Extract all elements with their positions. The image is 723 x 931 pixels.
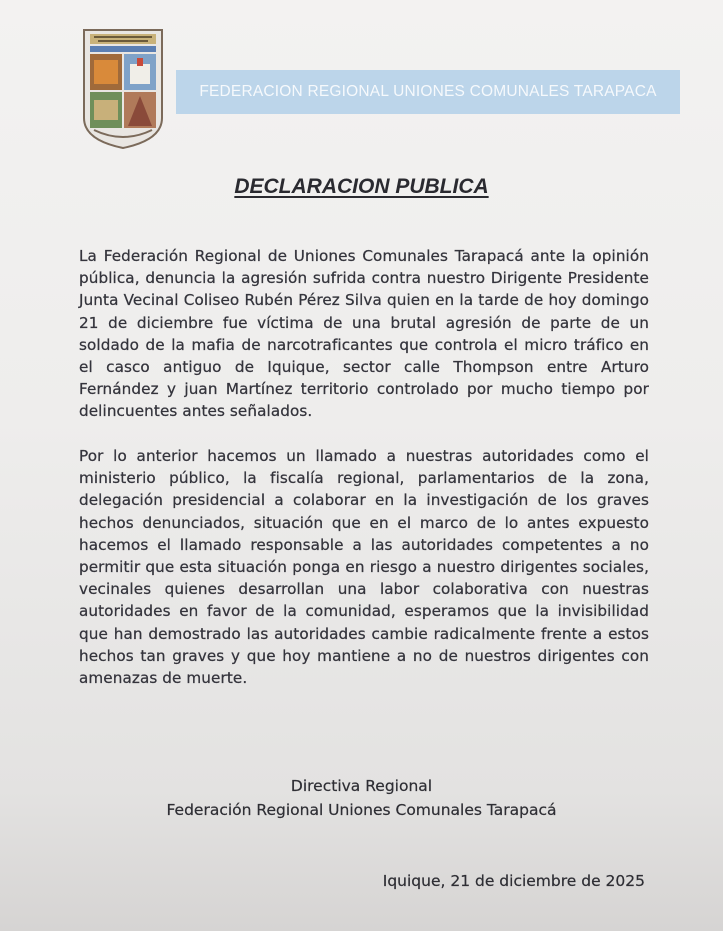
place-date: Iquique, 21 de diciembre de 2025: [382, 872, 645, 890]
paragraph-1: La Federación Regional de Uniones Comunales Tarapacá ante la opinión pública, denuncia la agresión sufrida contra nuestro Dirigente Presidente Junta Vecinal Coliseo Rubén Pérez Silva quien en la tarde de hoy domingo 21 de diciembre fue víctima de una brutal agresión de parte de un soldado de la mafia de narcotraficantes que controla el micro tráfico en el casco antiguo de Iquique, sector calle Thompson entre Arturo Fernández y juan Martínez territorio controlado por mucho tiempo por delincuentes antes señalados.: [79, 247, 649, 421]
header-banner: [176, 70, 680, 114]
banner-text: FEDERACION REGIONAL UNIONES COMUNALES TARAPACA: [199, 83, 657, 100]
signature-line-1: Directiva Regional: [290, 777, 433, 795]
document-title: DECLARACION PUBLICA: [234, 175, 489, 198]
paragraph-2: Por lo anterior hacemos un llamado a nuestras autoridades como el ministerio público, la fiscalía regional, parlamentarios de la zona, delegación presidencial a colaborar en la investigación de los graves hechos denunciados, situación que en el marco de lo antes expuesto hacemos el llamado responsable a las autoridades competentes a no permitir que esta situación ponga en riesgo a nuestro dirigentes sociales, vecinales quienes desarrollan una labor colaborativa con nuestras autoridades en favor de la comunidad, esperamos que la invisibilidad que han demostrado las autoridades cambie radicalmente frente a estos hechos tan graves y que hoy mantiene a no de nuestros dirigentes con amenazas de muerte.: [79, 447, 649, 688]
signature-line-2: Federación Regional Uniones Comunales Tarapacá: [166, 801, 557, 819]
federation-crest-logo: [80, 22, 166, 150]
